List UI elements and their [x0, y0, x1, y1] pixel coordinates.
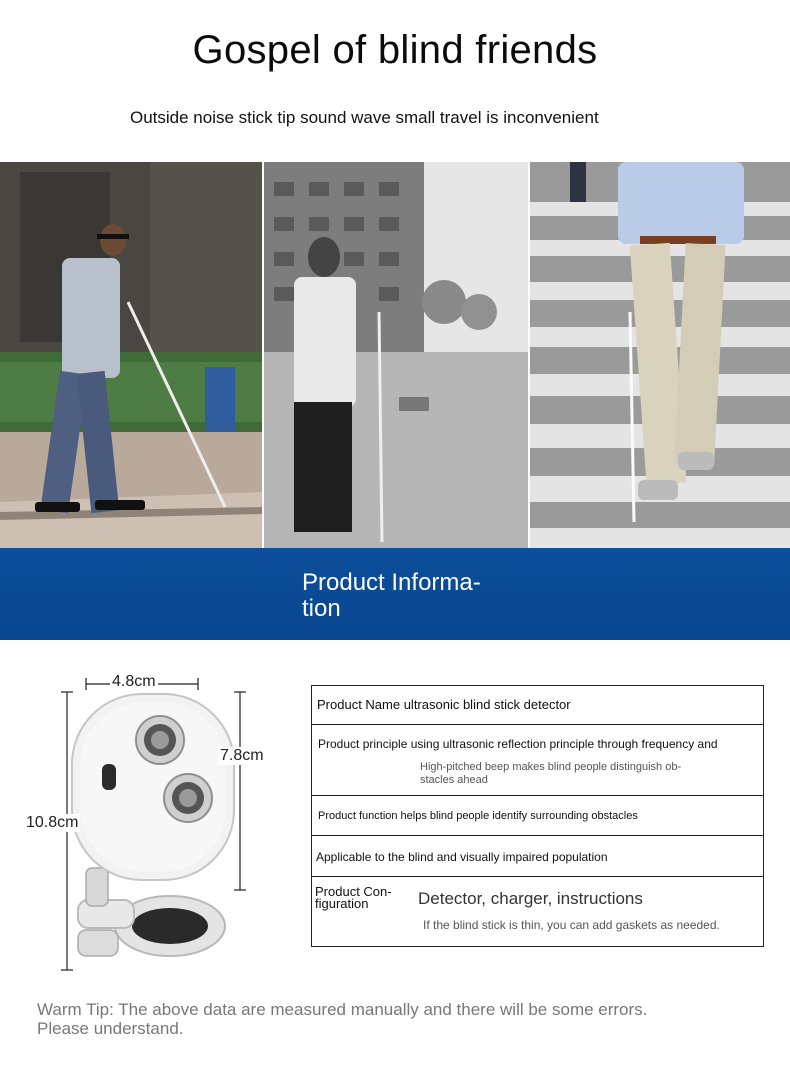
device-diagram	[20, 668, 290, 978]
warm-tip	[37, 1000, 737, 1038]
spec-principle-line-3: stacles ahead	[420, 774, 488, 786]
spec-product-function: Product function helps blind people identify surrounding obstacles	[318, 810, 638, 822]
page-title: Gospel of blind friends	[192, 28, 598, 72]
spec-row-configuration	[312, 877, 763, 946]
section-title-line-2: tion	[302, 595, 341, 622]
photo-blind-man-crosswalk	[530, 162, 790, 548]
spec-configuration-label-line-2: figuration	[315, 896, 369, 911]
spec-configuration-value: Detector, charger, instructions	[418, 889, 643, 908]
spec-table	[311, 685, 764, 947]
total-height-dimension-label: 10.8cm	[26, 814, 79, 831]
warm-tip-line-1: Warm Tip: The above data are measured manually and there will be some errors.	[37, 1000, 648, 1019]
warm-tip-line-2: Please understand.	[37, 1019, 184, 1038]
page-subtitle: Outside noise stick tip sound wave small travel is inconvenient	[130, 108, 599, 127]
spec-row-product-principle	[312, 725, 763, 796]
photo-blind-man-sidewalk	[0, 162, 262, 548]
spec-product-name: Product Name ultrasonic blind stick detector	[317, 697, 571, 712]
spec-row-product-function	[312, 796, 763, 836]
spec-row-applicable	[312, 836, 763, 877]
spec-configuration-note: If the blind stick is thin, you can add gaskets as needed.	[423, 918, 720, 932]
section-title	[302, 570, 502, 622]
photo-strip	[0, 162, 790, 548]
spec-applicable: Applicable to the blind and visually impaired population	[316, 850, 608, 864]
photo-blind-man-street-bw	[264, 162, 528, 548]
spec-principle-line-2: High-pitched beep makes blind people distinguish ob-	[420, 761, 682, 773]
section-title-line-1: Product Informa-	[302, 569, 481, 596]
spec-row-product-name	[312, 686, 763, 725]
spec-configuration-label	[315, 886, 392, 910]
spec-configuration-label-line-1: Product Con-	[315, 884, 392, 899]
width-dimension-label: 4.8cm	[112, 673, 156, 690]
spec-principle-line-1: Product principle using ultrasonic reflection principle through frequency and	[318, 737, 718, 751]
product-information-banner	[0, 548, 790, 640]
height-dimension-label: 7.8cm	[220, 747, 264, 764]
